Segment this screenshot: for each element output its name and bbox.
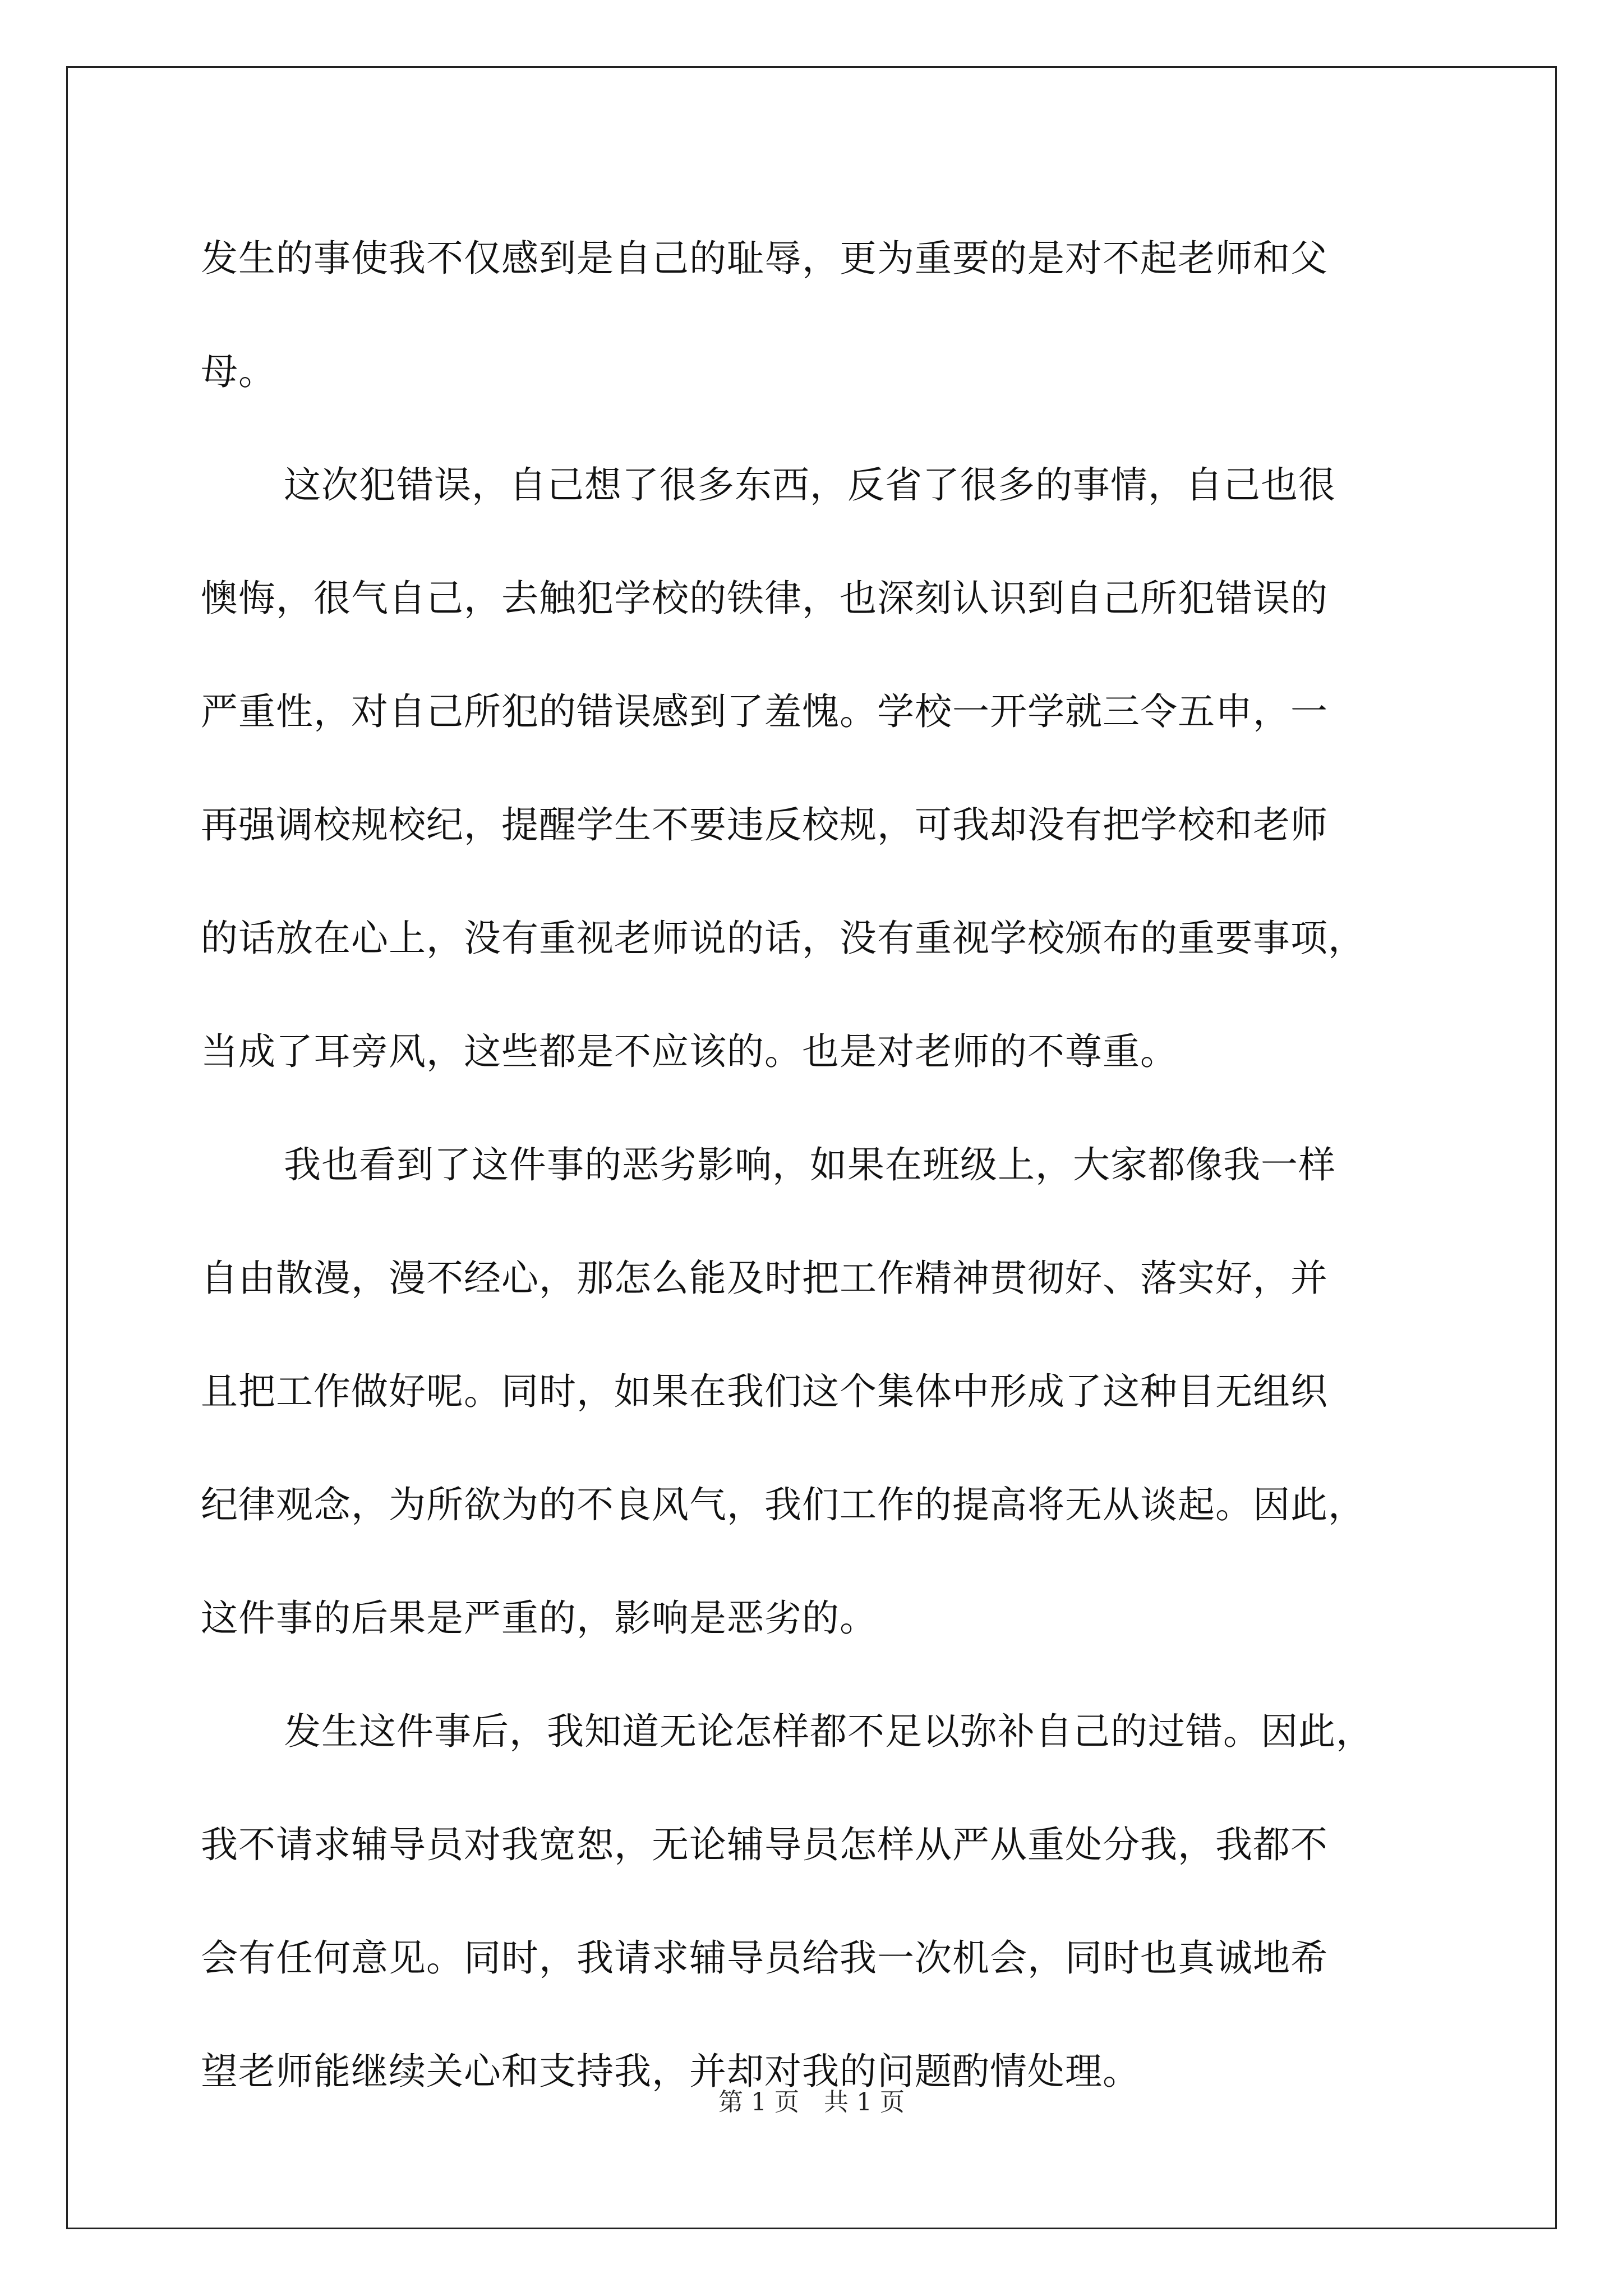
text-line: 当成了耳旁风，这些都是不应该的。也是对老师的不尊重。 (201, 1030, 1178, 1073)
text-line: 再强调校规校纪，提醒学生不要违反校规，可我却没有把学校和老师 (201, 803, 1328, 846)
text-line: 会有任何意见。同时，我请求辅导员给我一次机会，同时也真诚地希 (201, 1936, 1328, 1980)
text-line: 严重性，对自己所犯的错误感到了羞愧。学校一开学就三令五申，一 (201, 690, 1328, 733)
text-line: 发生的事使我不仅感到是自己的耻辱，更为重要的是对不起老师和父 (201, 237, 1328, 280)
text-line: 自由散漫，漫不经心，那怎么能及时把工作精神贯彻好、落实好，并 (201, 1257, 1328, 1300)
text-line: 我不请求辅导员对我宽恕，无论辅导员怎样从严从重处分我，我都不 (201, 1823, 1328, 1866)
page-number: 第 1 页 共 1 页 (718, 2088, 905, 2116)
text-line: 且把工作做好呢。同时，如果在我们这个集体中形成了这种目无组织 (201, 1370, 1328, 1413)
text-line: 这件事的后果是严重的，影响是恶劣的。 (201, 1596, 877, 1640)
text-line: 望老师能继续关心和支持我，并却对我的问题酌情处理。 (201, 2050, 1140, 2093)
text-line: 懊悔，很气自己，去触犯学校的铁律，也深刻认识到自己所犯错误的 (201, 577, 1328, 620)
text-line: 纪律观念，为所欲为的不良风气，我们工作的提高将无从谈起。因此， (201, 1483, 1366, 1526)
paragraph-first-line: 我也看到了这件事的恶劣影响，如果在班级上，大家都像我一样 (284, 1143, 1336, 1186)
paragraph-first-line: 发生这件事后，我知道无论怎样都不足以弥补自己的过错。因此， (284, 1710, 1373, 1753)
text-line: 的话放在心上，没有重视老师说的话，没有重视学校颁布的重要事项， (201, 917, 1366, 960)
text-line: 母。 (201, 350, 276, 393)
document-body (201, 202, 1457, 2128)
paragraph-first-line: 这次犯错误，自己想了很多东西，反省了很多的事情，自己也很 (284, 463, 1336, 507)
